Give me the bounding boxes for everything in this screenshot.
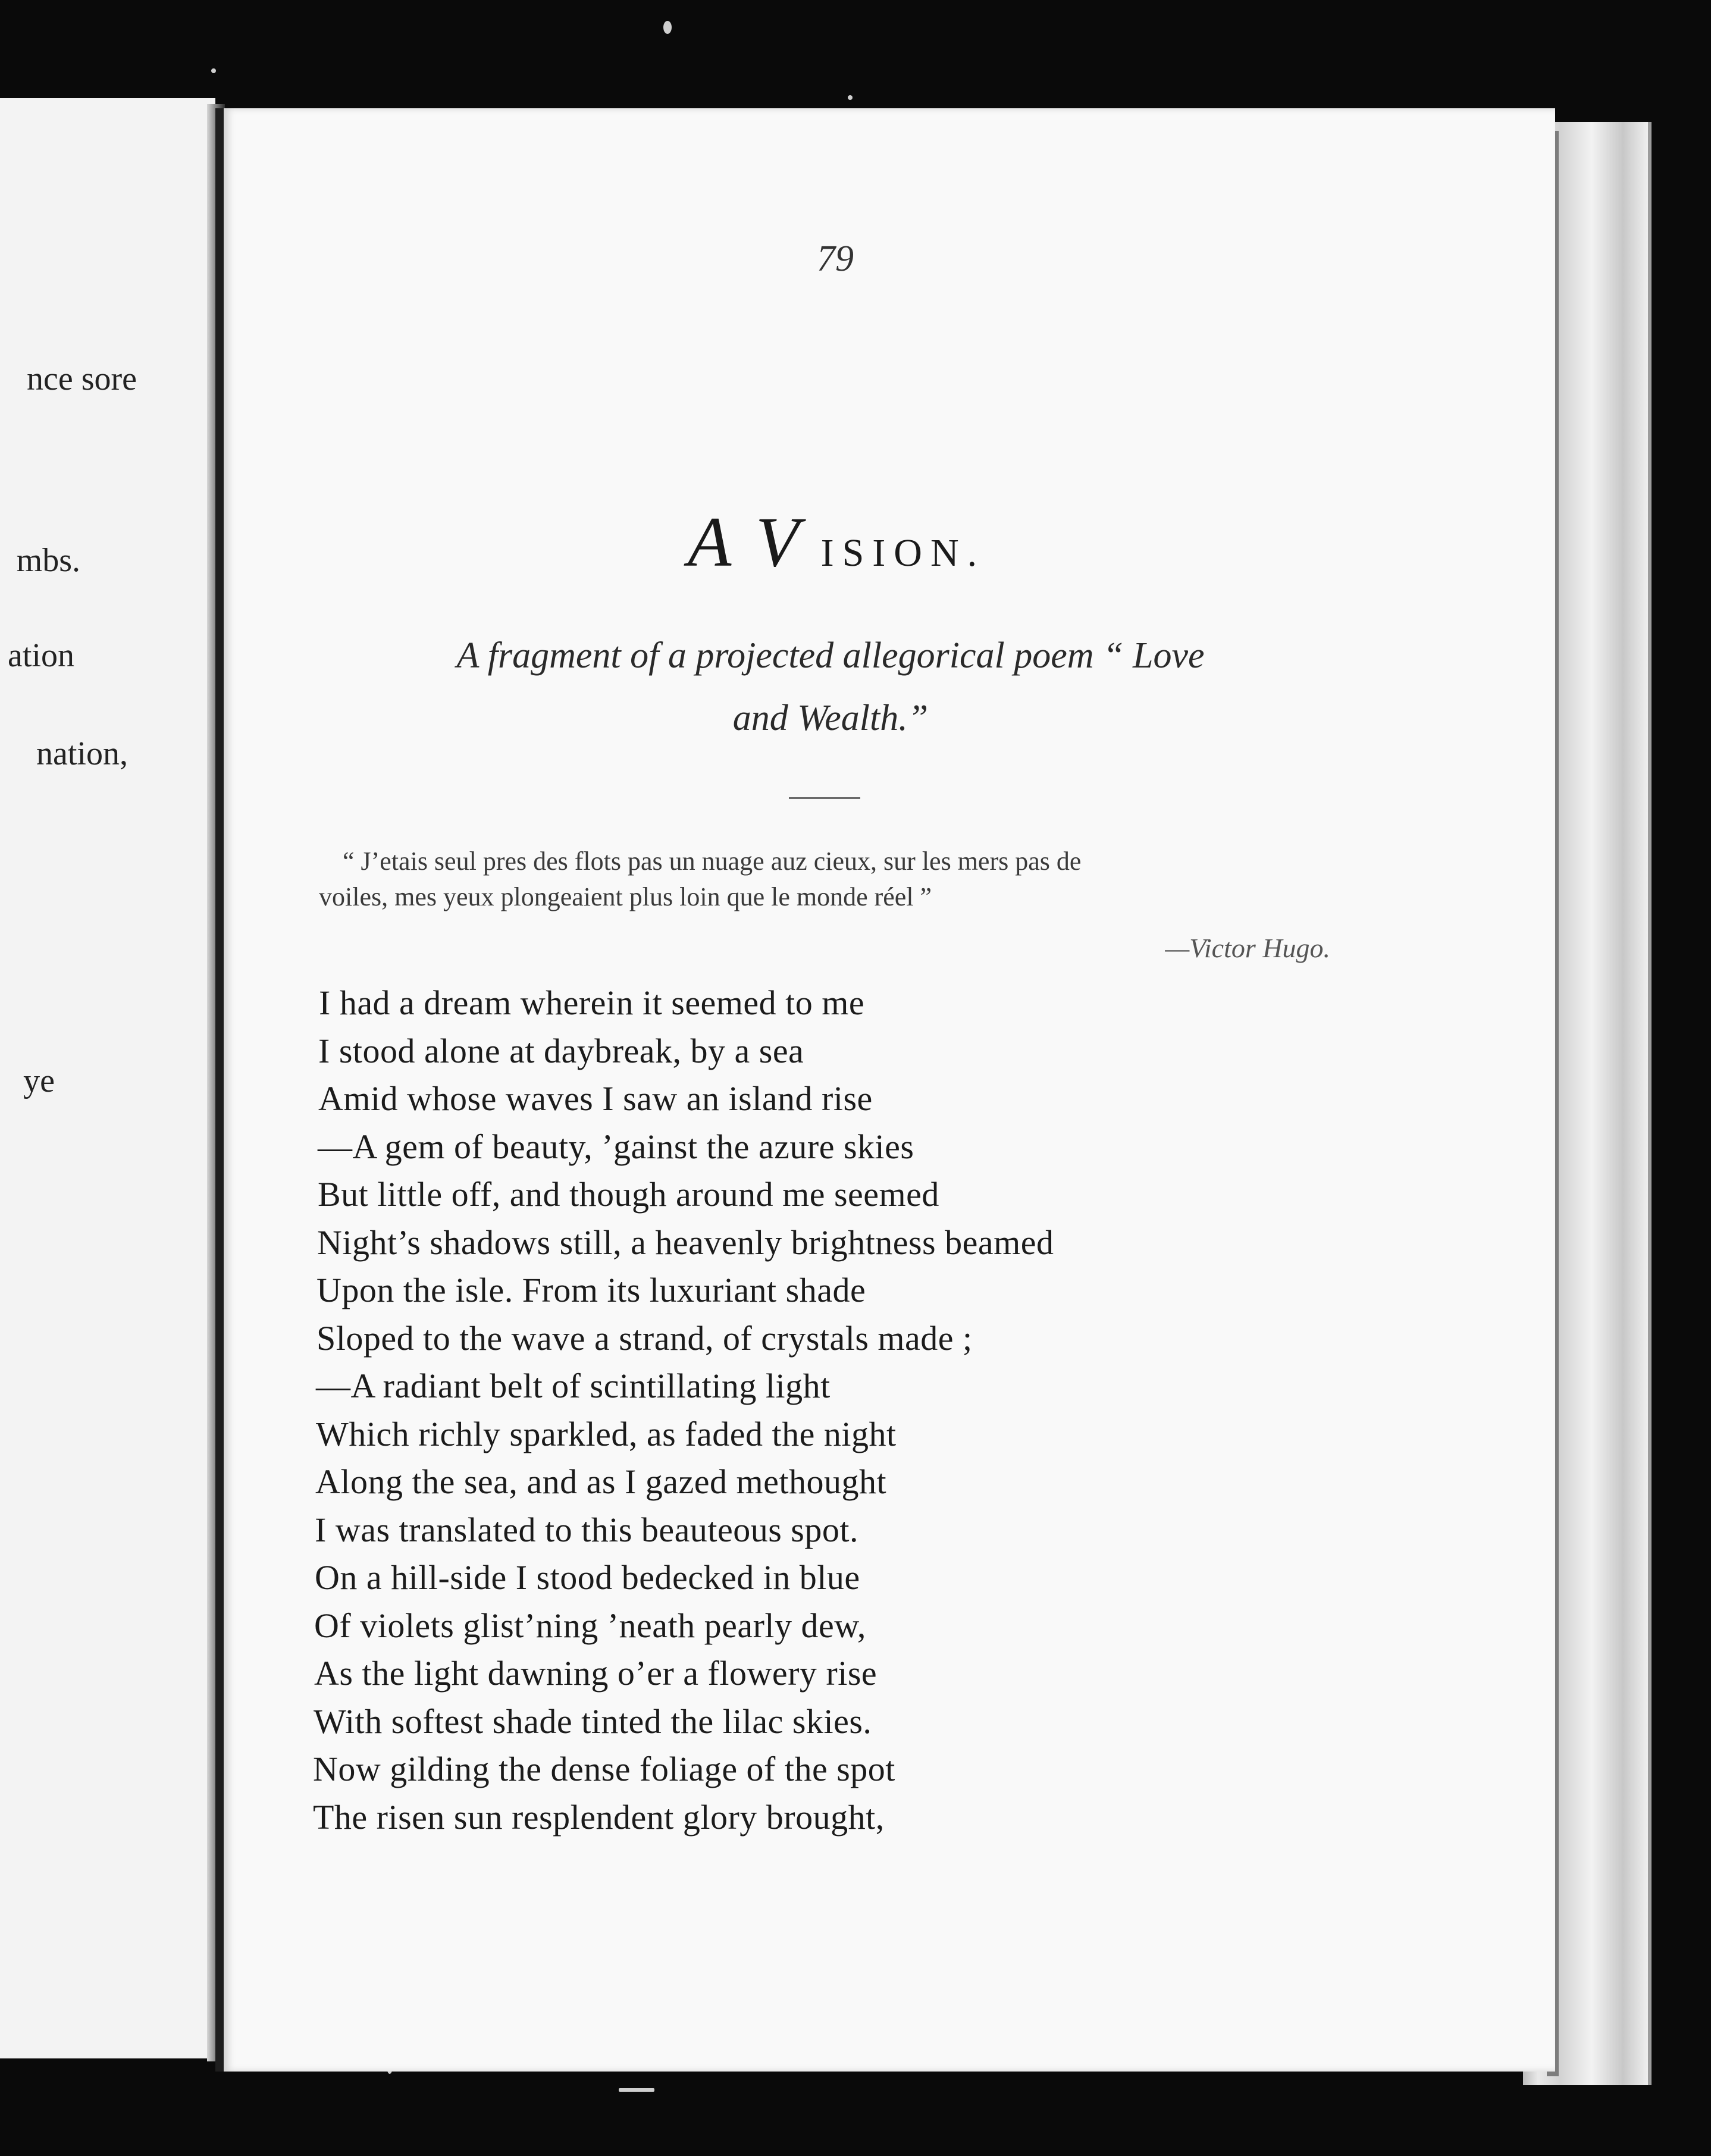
title-rest: ISION. [820, 531, 986, 575]
poem-line: Night’s shadows still, a heavenly brightness beamed [317, 1223, 1054, 1262]
poem-title [688, 501, 1057, 583]
divider-rule [789, 797, 860, 799]
left-page-line: ye [23, 1063, 55, 1099]
dust-speck [619, 2088, 654, 2092]
main-page [215, 108, 1555, 2072]
poem-line: But little off, and though around me seemed [318, 1175, 939, 1214]
left-page [0, 98, 215, 2058]
title-initial-a: A [688, 502, 732, 581]
dust-speck [211, 68, 216, 73]
poem-line: Of violets glist’ning ’neath pearly dew, [314, 1606, 866, 1645]
poem-line: On a hill-side I stood bedecked in blue [315, 1558, 860, 1597]
poem-line: —A gem of beauty, ’gainst the azure skies [318, 1127, 914, 1166]
epigraph-line: voiles, mes yeux plongeaient plus loin que le monde réel ” [319, 882, 932, 911]
poem-line: I stood alone at daybreak, by a sea [318, 1031, 804, 1070]
poem-line: Now gilding the dense foliage of the spot [313, 1750, 895, 1788]
poem-line: Along the sea, and as I gazed methought [315, 1462, 887, 1501]
poem-line: Which richly sparkled, as faded the night [316, 1414, 897, 1453]
subtitle-line: and Wealth.” [732, 698, 929, 738]
poem-line: The risen sun resplendent glory brought, [313, 1797, 885, 1837]
left-page-line: nce sore [26, 361, 137, 397]
epigraph-line: “ J’etais seul pres des flots pas un nuage auz cieux, sur les mers pas de [343, 847, 1082, 876]
left-page-line: nation, [36, 735, 128, 772]
poem-line: Amid whose waves I saw an island rise [318, 1079, 873, 1118]
title-initial-v: V [755, 502, 800, 581]
poem-line: Sloped to the wave a strand, of crystals made ; [316, 1318, 973, 1358]
epigraph-attribution: —Victor Hugo. [1165, 933, 1330, 963]
subtitle-line: A fragment of a projected allegorical poem “ Love [456, 635, 1205, 676]
poem-line: —A radiant belt of scintillating light [316, 1367, 831, 1405]
poem-line: I had a dream wherein it seemed to me [319, 983, 865, 1022]
left-page-line: mbs. [16, 542, 80, 579]
left-page-line: ation [8, 637, 74, 674]
page-number: 79 [817, 239, 854, 279]
poem-line: I was translated to this beauteous spot. [315, 1510, 858, 1549]
poem-line: As the light dawning o’er a flowery rise [314, 1654, 878, 1693]
poem-line: With softest shade tinted the lilac skies. [314, 1701, 872, 1741]
dust-speck [848, 95, 853, 100]
poem-line: Upon the isle. From its luxuriant shade [316, 1271, 866, 1309]
dust-speck [663, 21, 672, 34]
